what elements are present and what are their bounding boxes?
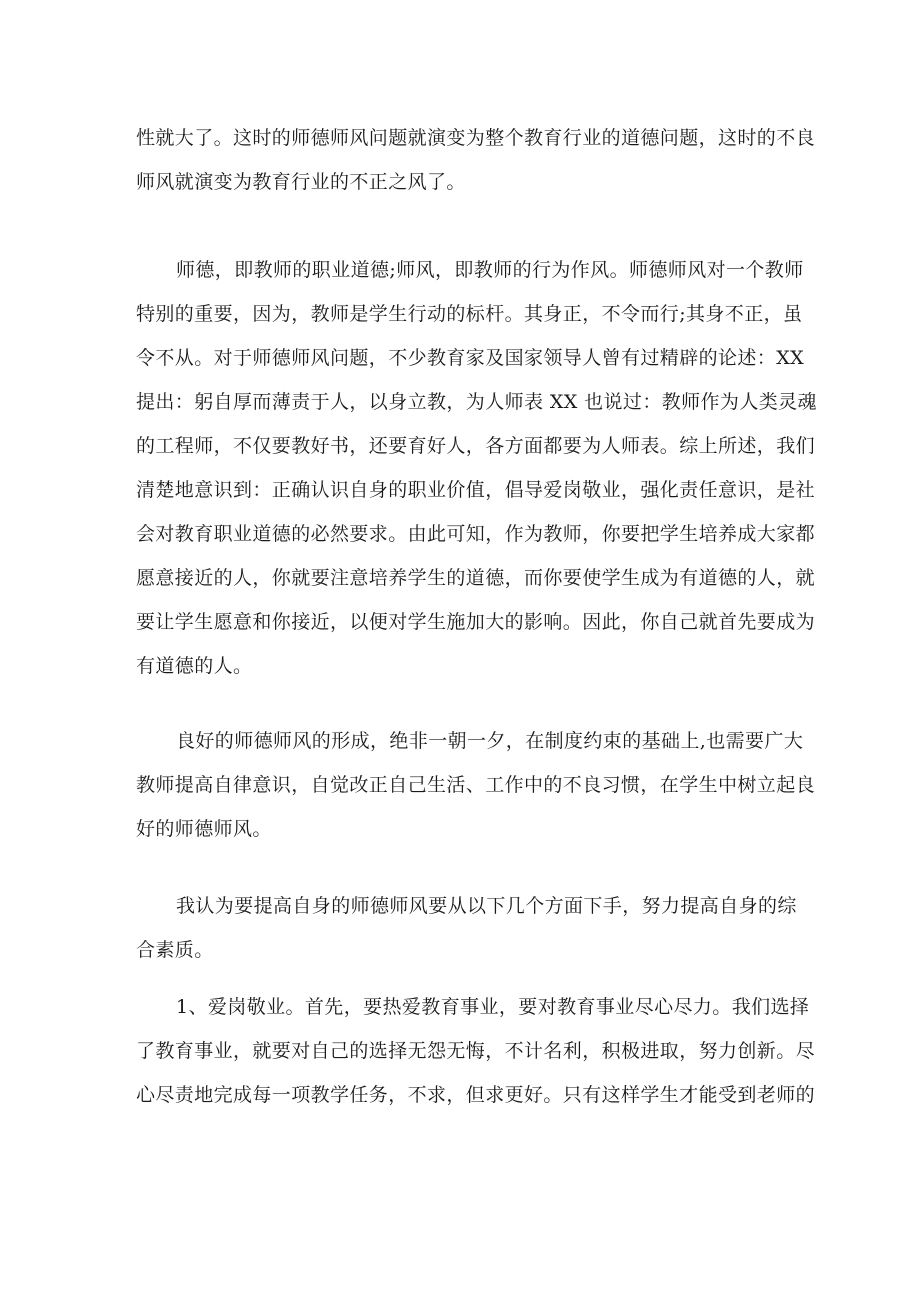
- paragraph-line: 我认为要提高自身的师德师风要从以下几个方面下手，努力提高自身的综: [176, 895, 797, 917]
- paragraph-line: 合素质。: [136, 939, 214, 961]
- paragraph-5: [136, 985, 816, 1117]
- paragraph-1: [136, 116, 816, 204]
- paragraph-line: 良好的师德师风的形成，绝非一朝一夕，在制度约束的基础上,也需要广大: [176, 730, 804, 752]
- paragraph-line: 性就大了。这时的师德师风问题就演变为整个教育行业的道德问题，这时的不良: [136, 127, 816, 149]
- paragraph-line: 师风就演变为教育行业的不正之风了。: [136, 171, 466, 193]
- paragraph-line: 令不从。对于师德师风问题，不少教育家及国家领导人曾有过精辟的论述：XX: [136, 347, 805, 369]
- paragraph-line: 的工程师，不仅要教好书，还要育好人，各方面都要为人师表。综上所述，我们: [136, 435, 816, 457]
- paragraph-line: 清楚地意识到：正确认识自身的职业价值，倡导爱岗敬业，强化责任意识，是社: [136, 479, 816, 501]
- paragraph-line: 要让学生愿意和你接近，以便对学生施加大的影响。因此，你自己就首先要成为: [136, 611, 816, 633]
- paragraph-line: 提出：躬自厚而薄责于人，以身立教，为人师表 XX 也说过：教师作为人类灵魂: [136, 391, 817, 413]
- paragraph-line: 愿意接近的人，你就要注意培养学生的道德，而你要使学生成为有道德的人，就: [136, 567, 816, 589]
- paragraph-line: 师德，即教师的职业道德;师风，即教师的行为作风。师德师风对一个教师: [176, 259, 804, 281]
- paragraph-line: 1、爱岗敬业。首先，要热爱教育事业，要对教育事业尽心尽力。我们选择: [176, 996, 810, 1018]
- paragraph-line: 好的师德师风。: [136, 818, 272, 840]
- paragraph-line: 会对教育职业道德的必然要求。由此可知，作为教师，你要把学生培养成大家都: [136, 523, 816, 545]
- paragraph-line: 特别的重要，因为，教师是学生行动的标杆。其身正，不令而行;其身不正，虽: [136, 303, 803, 325]
- paragraph-3: [136, 719, 816, 851]
- paragraph-line: 有道德的人。: [136, 655, 253, 677]
- paragraph-line: 心尽责地完成每一项教学任务，不求，但求更好。只有这样学生才能受到老师的: [136, 1084, 816, 1106]
- paragraph-2: [136, 248, 817, 688]
- paragraph-line: 教师提高自律意识，自觉改正自己生活、工作中的不良习惯，在学生中树立起良: [136, 774, 816, 796]
- paragraph-line: 了教育事业，就要对自己的选择无怨无悔，不计名利，积极进取，努力创新。尽: [136, 1040, 816, 1062]
- paragraph-4: [136, 884, 797, 972]
